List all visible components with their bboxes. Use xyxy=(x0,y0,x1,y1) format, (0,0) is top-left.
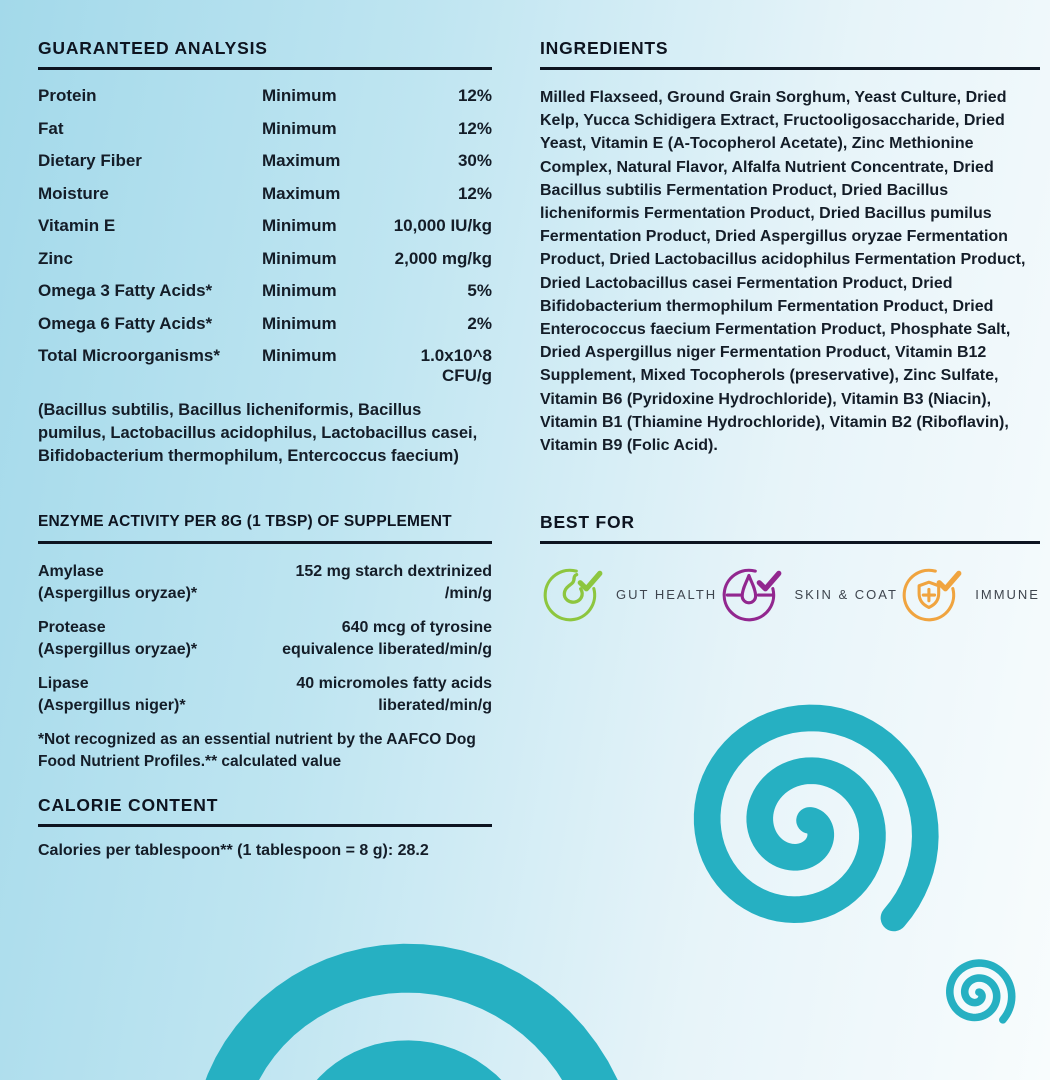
table-row xyxy=(38,346,492,386)
enzyme-name-cell xyxy=(38,673,250,717)
table-row xyxy=(38,673,492,717)
nutrient-value: 2,000 mg/kg xyxy=(394,248,492,268)
nutrient-qualifier: Minimum xyxy=(262,86,337,105)
nutrient-value: 12% xyxy=(457,183,492,203)
nutrient-value: 12% xyxy=(457,118,492,138)
nutrient-qualifier: Minimum xyxy=(262,281,337,300)
nutrient-name: Vitamin E xyxy=(38,216,116,235)
enzyme-name-cell xyxy=(38,617,250,661)
hair-follicle-check-icon xyxy=(719,561,785,627)
nutrient-value: 1.0x10^8 CFU/g xyxy=(420,346,492,385)
enzyme-activity-title: ENZYME ACTIVITY PER 8G (1 TBSP) OF SUPPLEMENT xyxy=(38,512,492,544)
nutrient-name: Omega 6 Fatty Acids* xyxy=(38,313,213,333)
calorie-content-section xyxy=(38,795,492,860)
nutrient-qualifier: Maximum xyxy=(262,151,341,170)
enzyme-organism: (Aspergillus niger)* xyxy=(38,697,186,714)
nutrient-name: Zinc xyxy=(38,248,73,268)
enzyme-value: 640 mcg of tyrosine equivalence liberated/min/g xyxy=(282,619,492,658)
nutrient-qualifier: Minimum xyxy=(262,216,337,235)
ingredients-section xyxy=(540,38,1040,457)
nutrient-value: 5% xyxy=(467,281,492,300)
best-for-item-gut-health xyxy=(540,561,717,627)
enzyme-organism: (Aspergillus oryzae)* xyxy=(38,585,198,602)
enzyme-activity-section xyxy=(38,512,492,773)
enzyme-value: 152 mg starch dextrinized /min/g xyxy=(295,563,492,602)
table-row xyxy=(38,249,492,269)
calorie-content-title: CALORIE CONTENT xyxy=(38,795,492,827)
ingredients-title: INGREDIENTS xyxy=(540,38,1040,70)
brand-spiral-logo xyxy=(648,672,958,982)
enzyme-name: Lipase xyxy=(38,675,89,692)
best-for-section xyxy=(540,512,1040,627)
table-row xyxy=(38,184,492,204)
nutrient-name: Omega 3 Fatty Acids* xyxy=(38,281,213,300)
enzyme-name-cell xyxy=(38,561,250,605)
enzyme-organism: (Aspergillus oryzae)* xyxy=(38,641,198,658)
table-row xyxy=(38,314,492,334)
best-for-title: BEST FOR xyxy=(540,512,1040,544)
enzyme-name: Amylase xyxy=(38,563,104,580)
enzyme-name: Protease xyxy=(38,619,106,636)
nutrient-name: Fat xyxy=(38,118,64,138)
table-row xyxy=(38,216,492,236)
nutrient-qualifier: Minimum xyxy=(262,346,337,365)
brand-spiral-logo-small xyxy=(933,950,1021,1038)
guaranteed-analysis-title: GUARANTEED ANALYSIS xyxy=(38,38,492,70)
nutrient-value: 2% xyxy=(467,313,492,333)
best-for-icon-row xyxy=(540,561,1040,627)
aafco-footnote: *Not recognized as an essential nutrient by the AAFCO Dog Food Nutrient Profiles.** calculated value xyxy=(38,731,476,770)
nutrient-name: Moisture xyxy=(38,183,109,203)
guaranteed-analysis-table xyxy=(38,86,492,386)
best-for-item-skin-coat xyxy=(719,561,898,627)
enzyme-value: 40 micromoles fatty acids liberated/min/g xyxy=(296,675,492,714)
table-row xyxy=(38,617,492,661)
table-row xyxy=(38,561,492,605)
brand-spiral-logo-large xyxy=(108,884,676,1080)
table-row xyxy=(38,281,492,301)
shield-cross-check-icon xyxy=(899,561,965,627)
ingredients-text: Milled Flaxseed, Ground Grain Sorghum, Yeast Culture, Dried Kelp, Yucca Schidigera Extract, Fructooligosaccharide, Dried Yeast, Vitamin E (A-Tocopherol Acetate), Zinc Methionine Complex, Natural Flavor, Alfalfa Nutrient Concentrate, Dried Bacillus subtilis Fermentation Product, Dried Bacillus licheniformis Fermentation Product, Dried Bacillus pumilus Fermentation Product, Dried Aspergillus oryzae Fermentation Product, Dried Lactobacillus acidophilus Fermentation Product, Dried Lactobacillus casei Fermentation Product, Dried Bifidobacterium thermophilum Fermentation Product, Dried Enterococcus faecium Fermentation Product, Phosphate Salt, Dried Aspergillus niger Fermentation Product, Vitamin B12 Supplement, Mixed Tocopherols (preservative), Zinc Sulfate, Vitamin B6 (Pyridoxine Hydrochloride), Vitamin B3 (Niacin), Vitamin B1 (Thiamine Hydrochloride), Vitamin B2 (Riboflavin), Vitamin B9 (Folic Acid). xyxy=(540,89,1026,455)
nutrient-value: 10,000 IU/kg xyxy=(393,216,492,235)
best-for-label: IMMUNE xyxy=(975,586,1040,602)
table-row xyxy=(38,86,492,106)
enzyme-activity-table xyxy=(38,561,492,717)
table-row xyxy=(38,119,492,139)
nutrient-qualifier: Maximum xyxy=(262,183,341,203)
nutrient-name: Dietary Fiber xyxy=(38,151,142,170)
best-for-label: SKIN & COAT xyxy=(794,586,898,602)
nutrient-qualifier: Minimum xyxy=(262,248,337,268)
best-for-item-immune xyxy=(899,561,1040,627)
calorie-content-text: Calories per tablespoon** (1 tablespoon = 8 g): 28.2 xyxy=(38,842,429,859)
nutrient-qualifier: Minimum xyxy=(262,118,337,138)
stomach-check-icon xyxy=(540,561,606,627)
table-row xyxy=(38,151,492,171)
nutrient-value: 30% xyxy=(457,151,492,170)
microorganisms-note: (Bacillus subtilis, Bacillus licheniformis, Bacillus pumilus, Lactobacillus acidophilus, Lactobacillus casei, Bifidobacterium thermophilum, Entercoccus faecium) xyxy=(38,400,478,465)
guaranteed-analysis-section xyxy=(38,38,492,468)
nutrient-name: Total Microorganisms* xyxy=(38,346,220,365)
nutrient-qualifier: Minimum xyxy=(262,313,337,333)
best-for-label: GUT HEALTH xyxy=(616,586,718,602)
nutrient-value: 12% xyxy=(457,86,492,105)
nutrient-name: Protein xyxy=(38,86,97,105)
